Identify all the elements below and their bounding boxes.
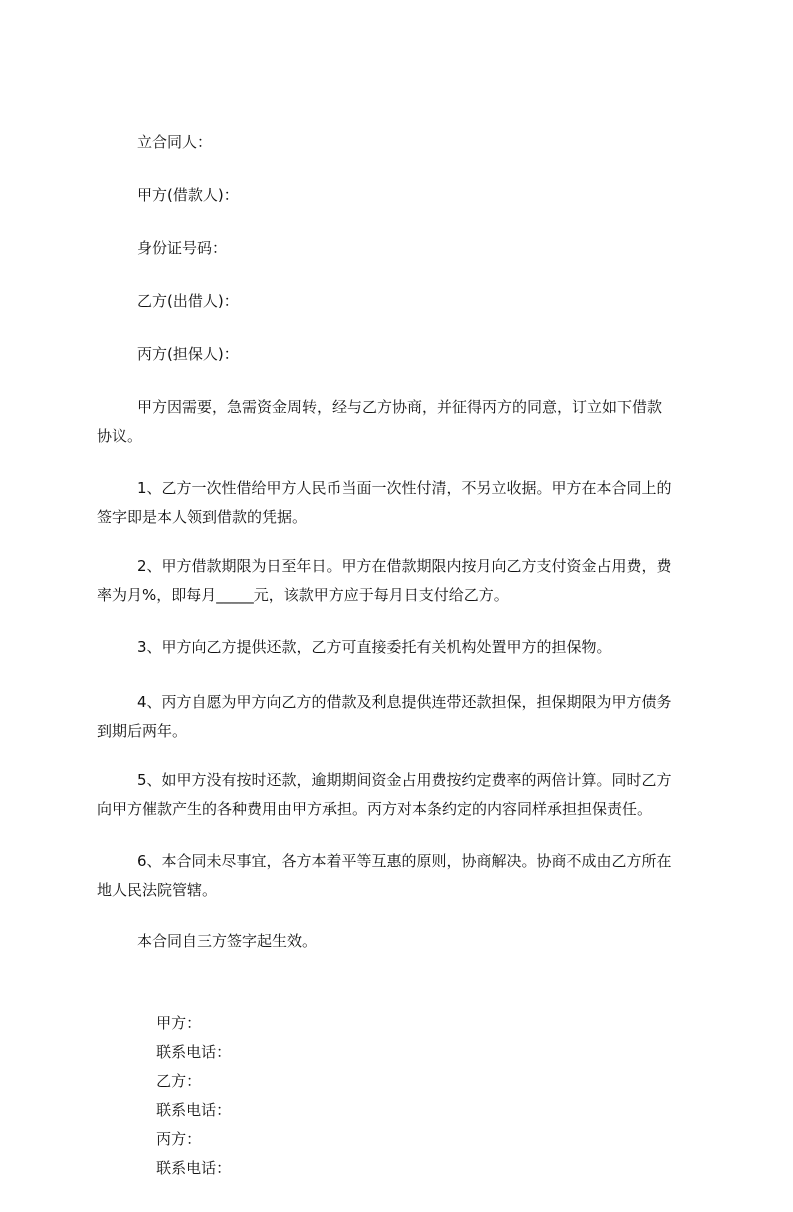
- effective-clause: 本合同自三方签字起生效。: [137, 932, 318, 950]
- sig-party-a: 甲方：: [156, 1014, 202, 1032]
- clause-3-line-1: 3、甲方向乙方提供还款，乙方可直接委托有关机构处置甲方的担保物。: [137, 638, 612, 656]
- party-c-line: 丙方(担保人)：: [137, 345, 239, 363]
- clause-5-line-2: 向甲方催款产生的各种费用由甲方承担。丙方对本条约定的内容同样承担担保责任。: [97, 800, 653, 818]
- party-a-line: 甲方(借款人)：: [137, 186, 239, 204]
- clause-1: [97, 474, 720, 532]
- intro-line-2: 协议。: [97, 427, 143, 445]
- clause-1-line-1: 1、乙方一次性借给甲方人民币当面一次性付清，不另立收据。甲方在本合同上的: [137, 479, 672, 497]
- clause-6-line-1: 6、本合同未尽事宜，各方本着平等互惠的原则，协商解决。协商不成由乙方所在: [137, 852, 672, 870]
- clause-2: [97, 552, 720, 610]
- id-number-line: 身份证号码：: [137, 239, 228, 257]
- clause-6: [97, 847, 720, 905]
- intro-line-1: 甲方因需要，急需资金周转，经与乙方协商，并征得丙方的同意，订立如下借款: [137, 398, 663, 416]
- clause-3: [97, 633, 720, 662]
- clause-5-line-1: 5、如甲方没有按时还款，逾期期间资金占用费按约定费率的两倍计算。同时乙方: [137, 771, 672, 789]
- clause-4: [97, 688, 720, 746]
- clause-6-line-2: 地人民法院管辖。: [97, 881, 218, 899]
- sig-party-c: 丙方：: [156, 1130, 202, 1148]
- clause-4-line-2: 到期后两年。: [97, 722, 188, 740]
- sig-phone-c: 联系电话：: [156, 1159, 232, 1177]
- clause-2-line-1: 2、甲方借款期限为日至年日。甲方在借款期限内按月向乙方支付资金占用费，费: [137, 557, 672, 575]
- sig-party-b: 乙方：: [156, 1072, 202, 1090]
- intro-paragraph: [97, 393, 720, 451]
- sig-phone-a: 联系电话：: [156, 1043, 232, 1061]
- party-b-line: 乙方(出借人)：: [137, 292, 239, 310]
- parties-title: 立合同人：: [137, 133, 213, 151]
- clause-1-line-2: 签字即是本人领到借款的凭据。: [97, 508, 308, 526]
- clause-2-line-2: 率为月%，即每月_____元，该款甲方应于每月日支付给乙方。: [97, 586, 509, 604]
- sig-phone-b: 联系电话：: [156, 1101, 232, 1119]
- clause-5: [97, 766, 720, 824]
- signature-row: [137, 980, 243, 1212]
- clause-4-line-1: 4、丙方自愿为甲方向乙方的借款及利息提供连带还款担保，担保期限为甲方债务: [137, 693, 672, 711]
